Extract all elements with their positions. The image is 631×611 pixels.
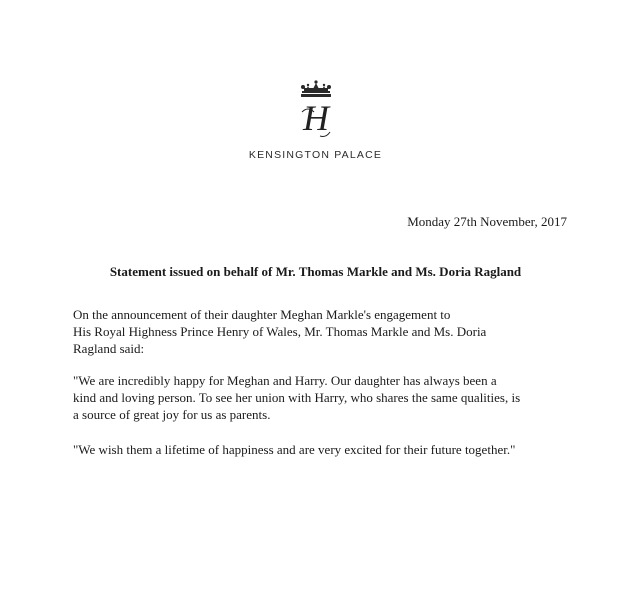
statement-date: Monday 27th November, 2017 [407,214,567,229]
coronet-icon [301,80,331,97]
paragraph-line: Ragland said: [73,341,145,356]
letterhead [0,78,631,140]
organisation-name: KENSINGTON PALACE [248,149,383,161]
paragraph-line: On the announcement of their daughter Meghan Markle's engagement to [73,307,451,322]
paragraph-line: "We wish them a lifetime of happiness and are very excited for their future together." [73,442,516,457]
paragraph-line: His Royal Highness Prince Henry of Wales, Mr. Thomas Markle and Ms. Doria [73,324,487,339]
paragraph-line: a source of great joy for us as parents. [73,407,271,422]
crown-monogram-logo [292,78,340,140]
svg-text:H: H [302,98,329,138]
statement-heading: Statement issued on behalf of Mr. Thomas Markle and Ms. Doria Ragland [109,264,522,279]
paragraph-line: "We are incredibly happy for Meghan and Harry. Our daughter has always been a [73,373,497,388]
paragraph-line: kind and loving person. To see her union with Harry, who shares the same qualities, is [73,390,521,405]
statement-paragraph-quote-2 [73,441,573,458]
statement-paragraph-intro [73,306,573,357]
statement-paragraph-quote-1 [73,372,573,423]
